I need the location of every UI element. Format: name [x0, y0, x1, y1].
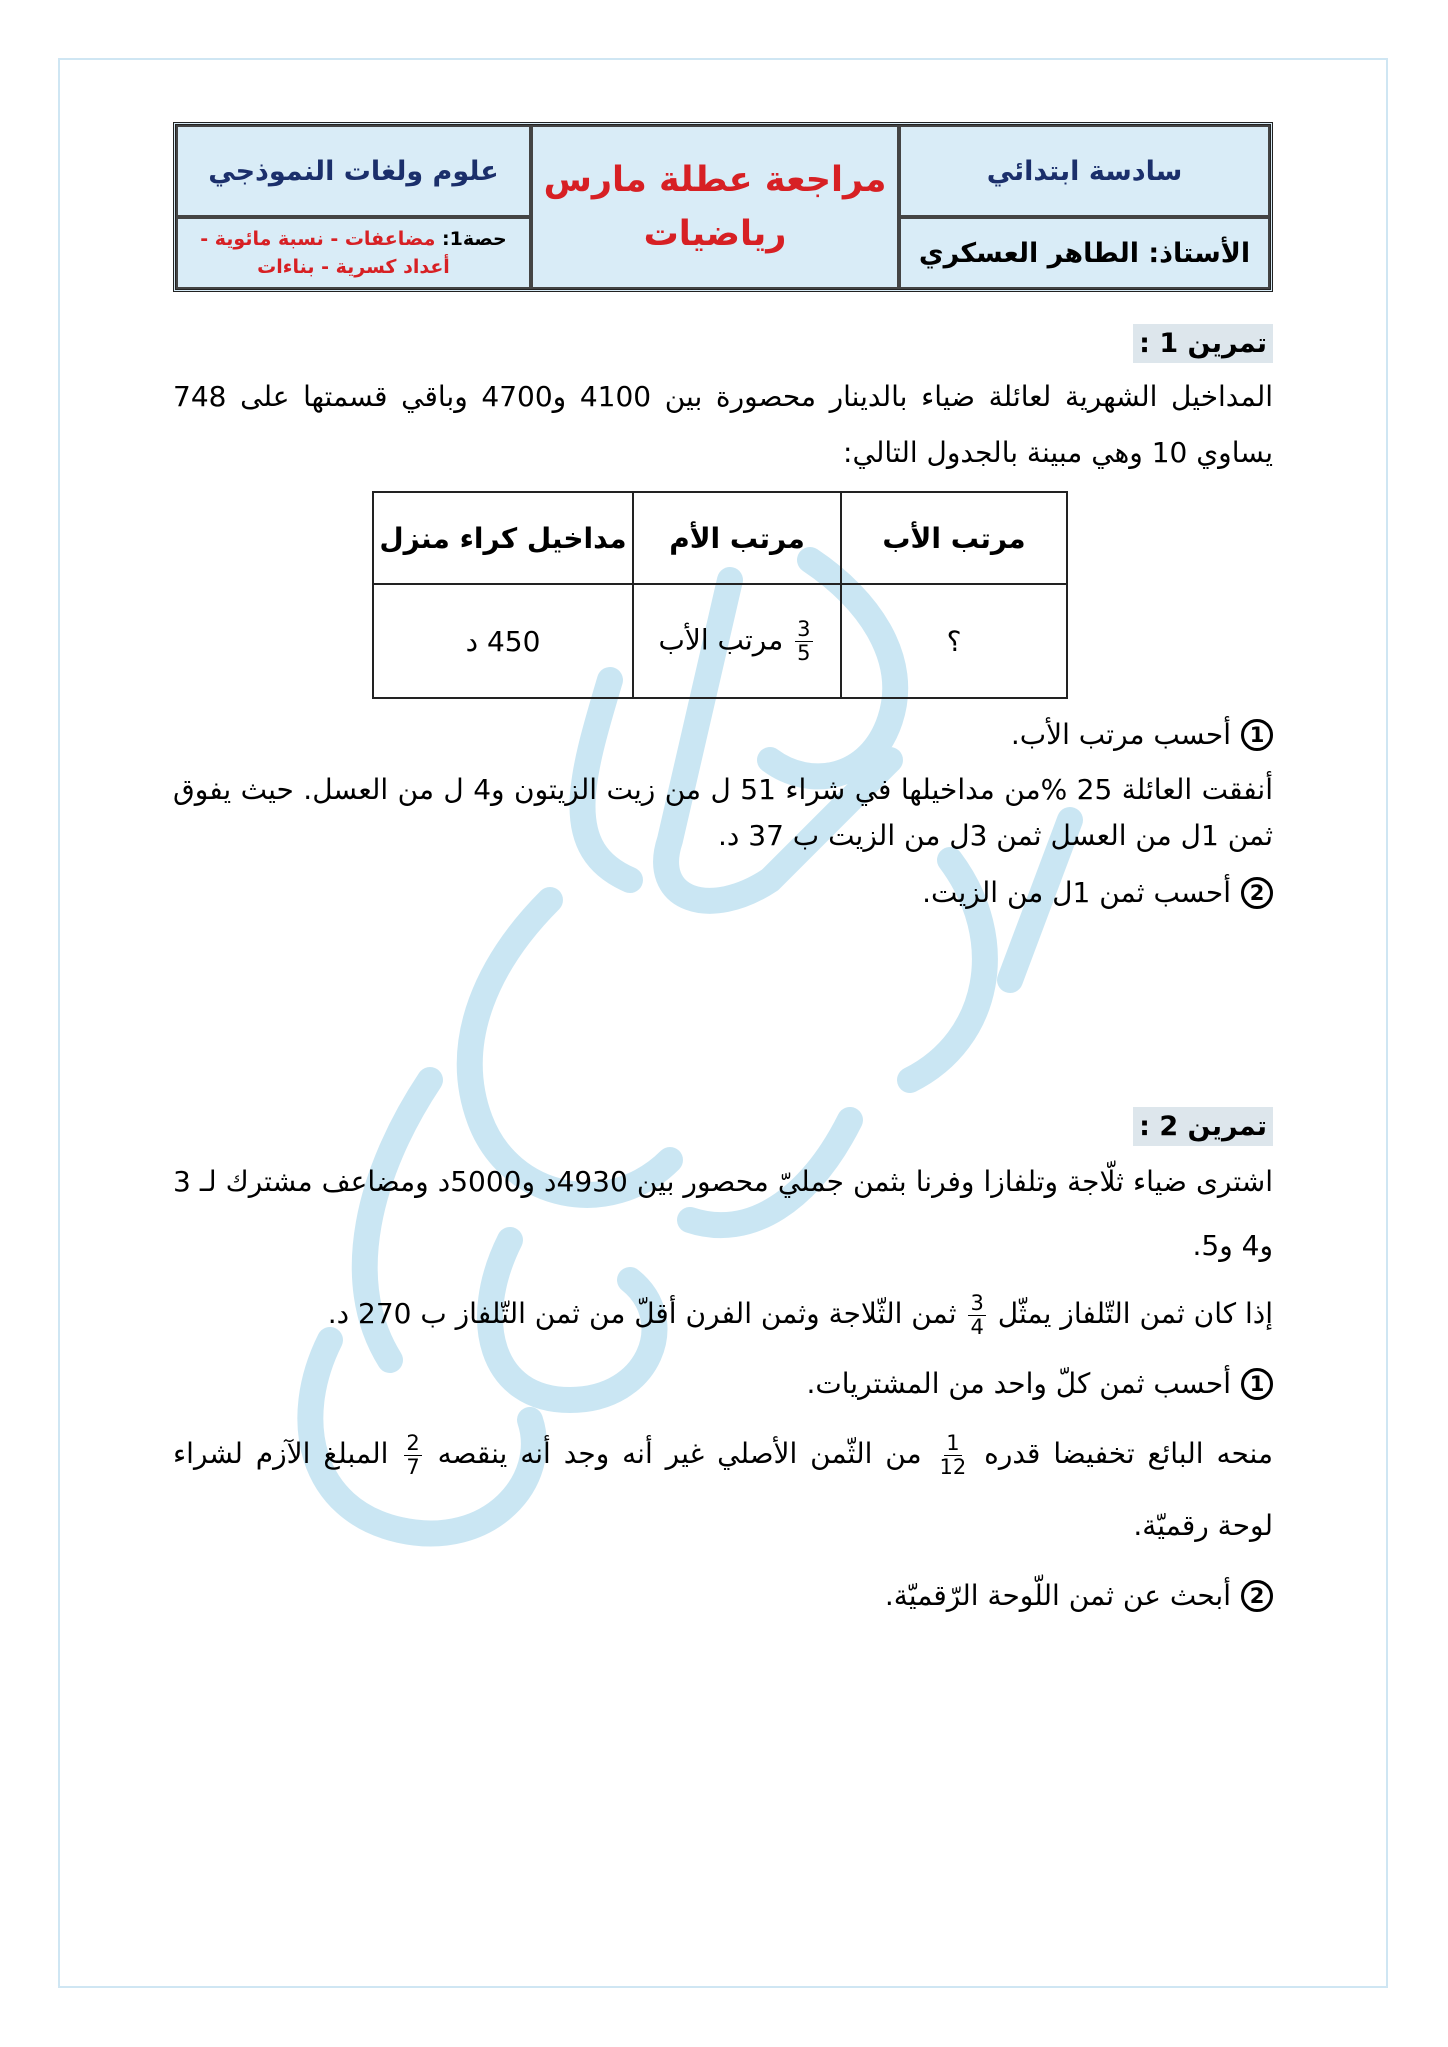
table-cell-mother	[633, 584, 841, 698]
school-name: علوم ولغات النموذجي	[176, 125, 531, 217]
session-label: حصة1:	[441, 228, 507, 250]
text-segment: ثمن الثّلاجة وثمن الفرن أقلّ من ثمن التّلفاز ب 270 د.	[327, 1297, 957, 1330]
session-topics-line-1: مضاعفات - نسبة مائوية -	[200, 228, 436, 250]
teacher-name: الأستاذ: الطاهر العسكري	[899, 217, 1270, 289]
exercise-1-question-1	[173, 707, 1273, 763]
question-number-circle: 1	[1241, 1368, 1273, 1400]
question-text: أحسب ثمن 1ل من الزيت.	[922, 876, 1231, 909]
table-cell-father: ؟	[841, 584, 1067, 698]
text-segment: منحه البائع تخفيضا قدره	[984, 1437, 1273, 1470]
fraction: $\frac{3}{4}$	[970, 1290, 984, 1339]
fraction: $\frac{1}{12}$	[939, 1430, 967, 1479]
table-header-rent: مداخيل كراء منزل	[373, 492, 633, 584]
session-topics-line-2: أعداد كسرية - بناءات	[257, 256, 450, 278]
question-text: أبحث عن ثمن اللّوحة الرّقميّة.	[884, 1579, 1231, 1612]
question-text: أحسب مرتب الأب.	[1010, 718, 1231, 751]
exercise-1-intro: المداخيل الشهرية لعائلة ضياء بالدينار محصورة بين 4100 و4700 وباقي قسمتها على 748 يساوي 10 وهي مبينة بالجدول التالي:	[173, 380, 1273, 469]
worksheet-content	[173, 122, 1273, 1624]
exercise-2-paragraph-2	[173, 1286, 1273, 1342]
session-topics	[176, 217, 531, 289]
exercise-1-title: تمرين 1 :	[1133, 324, 1273, 363]
text-segment: المبلغ الآزم لشراء لوحة رقميّة.	[173, 1437, 1273, 1542]
text-segment: إذا كان ثمن التّلفاز يمثّل	[997, 1297, 1273, 1330]
question-text: أحسب ثمن كلّ واحد من المشتريات.	[806, 1367, 1231, 1400]
worksheet-title	[531, 125, 899, 289]
question-number-circle: 1	[1241, 719, 1273, 751]
income-table	[372, 491, 1068, 699]
table-header-mother: مرتب الأم	[633, 492, 841, 584]
table-cell-rent: 450 د	[373, 584, 633, 698]
mother-salary-text: مرتب الأب	[658, 623, 784, 656]
exercise-2-paragraph-3	[173, 1418, 1273, 1562]
text-segment: من الثّمن الأصلي غير أنه وجد أنه ينقصه	[437, 1437, 922, 1470]
question-number-circle: 2	[1241, 877, 1273, 909]
exercise-2-question-2	[173, 1568, 1273, 1624]
exercise-2-intro: اشترى ضياء ثلّاجة وتلفازا وفرنا بثمن جمليّ محصور بين 4930د و5000د ومضاعف مشترك لـ 3 و4 و5.	[173, 1165, 1274, 1262]
exercise-1-paragraph-2: أنفقت العائلة 25 %من مداخيلها في شراء 51 ل من زيت الزيتون و4 ل من العسل. حيث يفوق ثمن 1ل من العسل ثمن 3ل من الزيت ب 37 د.	[173, 773, 1273, 852]
exercise-2-question-1	[173, 1356, 1273, 1412]
table-header-father: مرتب الأب	[841, 492, 1067, 584]
question-number-circle: 2	[1241, 1580, 1273, 1612]
exercise-2-title: تمرين 2 :	[1133, 1107, 1273, 1146]
fraction: $\frac{3}{5}$	[797, 616, 811, 665]
grade-level: سادسة ابتدائي	[899, 125, 1270, 217]
title-line-2: رياضيات	[643, 214, 787, 254]
header-table	[173, 122, 1273, 292]
exercise-1-question-2	[173, 865, 1273, 921]
fraction: $\frac{2}{7}$	[406, 1430, 420, 1479]
title-line-1: مراجعة عطلة مارس	[543, 160, 887, 200]
